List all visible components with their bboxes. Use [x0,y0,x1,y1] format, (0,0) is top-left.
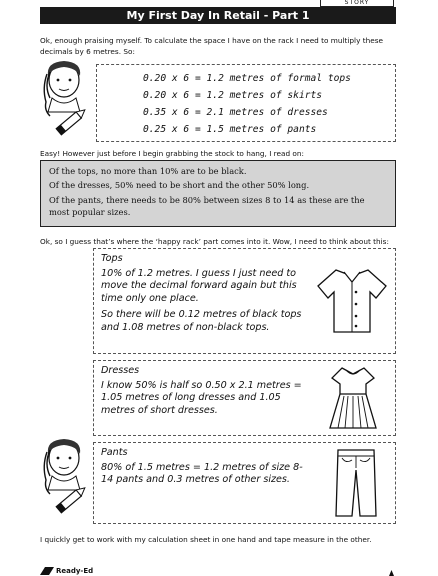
page-title: My First Day In Retail - Part 1 [40,7,396,24]
notice-box [40,160,396,227]
girl-with-pencil-illustration [38,436,94,522]
intro-paragraph: Ok, enough praising myself. To calculate the space I have on the rack I need to multiply these decimals by 6 metres. So: [40,36,383,56]
publisher-logo [40,566,93,576]
calculation-line: 0.35 x 6 = 2.1 metres of dresses [143,107,328,118]
notice-line: Of the dresses, 50% need to be short and the other 50% long. [49,180,310,191]
pants-paragraph: 80% of 1.5 metres = 1.2 metres of size 8-14 pants and 0.3 metres of other sizes. [101,462,303,486]
publisher-mark-icon [40,567,54,575]
tops-heading: Tops [101,253,123,264]
outro-paragraph: I quickly get to work with my calculation sheet in one hand and tape measure in the other. [40,535,372,544]
dress-illustration [326,364,380,432]
notice-line: Of the pants, there needs to be 80% between sizes 8 to 14 as these are the most popular sizes. [49,194,365,218]
calculation-line: 0.20 x 6 = 1.2 metres of skirts [143,90,323,101]
pants-heading: Pants [101,447,128,458]
story-tab: STORY [320,0,394,7]
page-corner-mark [389,570,394,576]
shirt-illustration [314,264,390,336]
publisher-name: Ready-Ed [56,567,94,575]
easy-paragraph: Easy! However just before I begin grabbing the stock to hang, I read on: [40,149,304,158]
dresses-paragraph: I know 50% is half so 0.50 x 2.1 metres = 1.05 metres of long dresses and 1.05 metres of short dresses. [101,380,302,416]
calculation-line: 0.20 x 6 = 1.2 metres of formal tops [143,73,351,84]
tops-paragraph: So there will be 0.12 metres of black tops and 1.08 metres of non-black tops. [101,309,302,333]
calculation-box [96,64,396,142]
ok-paragraph: Ok, so I guess that’s where the ‘happy rack’ part comes into it. Wow, I need to think about this: [40,237,389,246]
notice-line: Of the tops, no more than 10% are to be black. [49,166,247,176]
tops-paragraph: 10% of 1.2 metres. I guess I just need to move the decimal forward again but this time only one place. [101,268,297,304]
pants-illustration [332,446,380,520]
girl-with-pencil-illustration [38,58,94,144]
dresses-heading: Dresses [101,365,140,376]
calculation-line: 0.25 x 6 = 1.5 metres of pants [143,124,317,135]
